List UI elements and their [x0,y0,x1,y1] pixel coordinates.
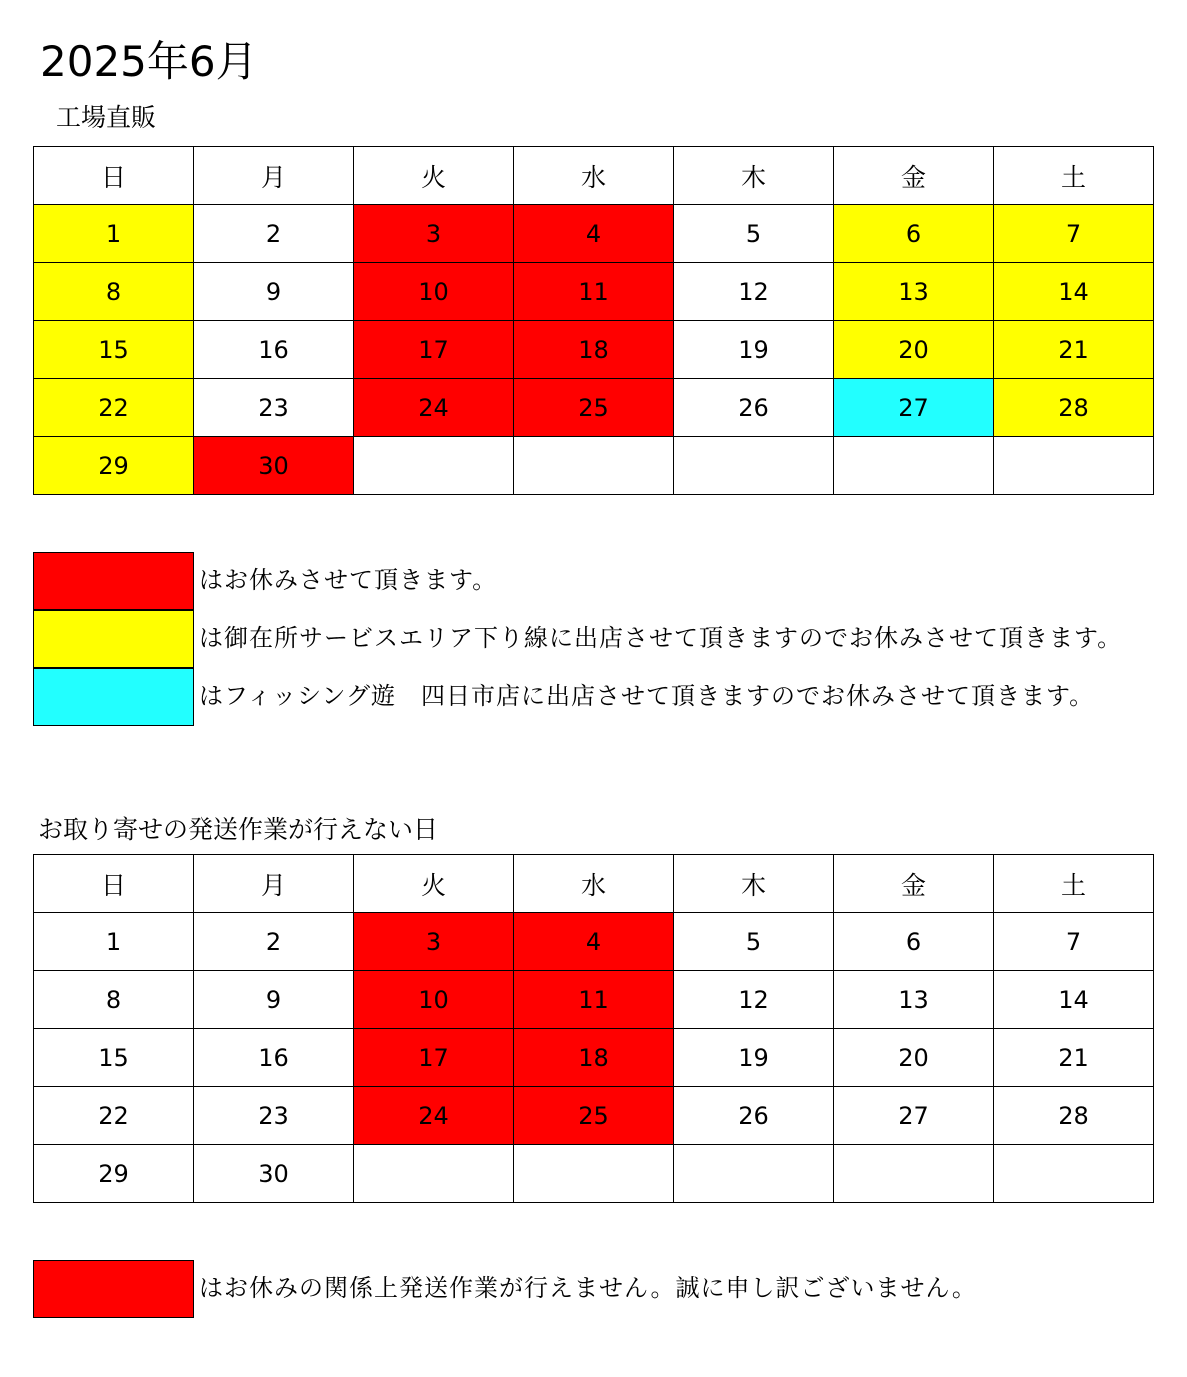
calendar-day-cell: 20 [834,1029,994,1087]
calendar-day-cell: 9 [194,971,354,1029]
calendar-day-cell: 12 [674,971,834,1029]
weekday-header: 月 [194,147,354,205]
calendar-week-row [34,263,1154,321]
calendar-day-cell: 30 [194,437,354,495]
calendar-day-cell: 3 [354,913,514,971]
calendar-week-row [34,971,1154,1029]
calendar-day-cell: 7 [994,205,1154,263]
calendar-day-cell: 26 [674,379,834,437]
calendar-day-cell: 11 [514,971,674,1029]
weekday-header: 金 [834,147,994,205]
calendar-day-cell: 28 [994,1087,1154,1145]
calendar-day-cell: 7 [994,913,1154,971]
calendar-day-cell: 1 [34,913,194,971]
calendar-day-cell [834,1145,994,1203]
calendar-day-cell [514,1145,674,1203]
calendar-day-cell: 17 [354,321,514,379]
calendar-day-cell: 29 [34,1145,194,1203]
calendar-day-cell: 10 [354,971,514,1029]
legend-color-swatch [33,552,194,610]
legend-text: はお休みさせて頂きます。 [199,566,498,594]
calendar-day-cell: 6 [834,913,994,971]
calendar-week-row [34,913,1154,971]
calendar-day-cell: 3 [354,205,514,263]
calendar-week-row [34,437,1154,495]
factory-calendar [33,146,1154,495]
calendar-day-cell: 5 [674,205,834,263]
calendar-day-cell: 28 [994,379,1154,437]
calendar-day-cell: 27 [834,379,994,437]
calendar-day-cell: 8 [34,971,194,1029]
calendar-week-row [34,1029,1154,1087]
weekday-header: 木 [674,147,834,205]
shipping-calendar [33,854,1154,1203]
calendar-day-cell: 21 [994,1029,1154,1087]
calendar-day-cell: 18 [514,1029,674,1087]
calendar-day-cell: 25 [514,1087,674,1145]
weekday-header: 水 [514,147,674,205]
calendar-day-cell: 22 [34,379,194,437]
calendar-day-cell: 17 [354,1029,514,1087]
calendar-day-cell: 14 [994,971,1154,1029]
calendar-day-cell: 26 [674,1087,834,1145]
calendar-day-cell [354,437,514,495]
calendar-day-cell: 13 [834,263,994,321]
calendar-day-cell: 4 [514,913,674,971]
calendar-day-cell: 30 [194,1145,354,1203]
calendar-day-cell: 4 [514,205,674,263]
weekday-header-row [34,147,1154,205]
shipping-heading: お取り寄せの発送作業が行えない日 [38,815,439,844]
weekday-header: 木 [674,855,834,913]
weekday-header-row [34,855,1154,913]
weekday-header: 水 [514,855,674,913]
calendar-day-cell: 27 [834,1087,994,1145]
calendar-day-cell: 18 [514,321,674,379]
calendar-week-row [34,1145,1154,1203]
calendar-day-cell: 10 [354,263,514,321]
calendar-day-cell: 19 [674,321,834,379]
calendar-day-cell: 9 [194,263,354,321]
calendar-day-cell: 12 [674,263,834,321]
calendar-day-cell: 16 [194,321,354,379]
legend-text: はお休みの関係上発送作業が行えません。誠に申し訳ございません。 [199,1274,977,1302]
weekday-header: 火 [354,147,514,205]
weekday-header: 火 [354,855,514,913]
calendar-day-cell: 23 [194,379,354,437]
calendar-day-cell [994,1145,1154,1203]
calendar-day-cell: 16 [194,1029,354,1087]
calendar-day-cell: 5 [674,913,834,971]
calendar-week-row [34,205,1154,263]
weekday-header: 土 [994,147,1154,205]
calendar-day-cell: 19 [674,1029,834,1087]
weekday-header: 日 [34,147,194,205]
calendar-week-row [34,379,1154,437]
page-title: 2025年6月 [40,37,258,86]
calendar-day-cell [834,437,994,495]
calendar-week-row [34,321,1154,379]
calendar-day-cell: 20 [834,321,994,379]
calendar-day-cell: 29 [34,437,194,495]
legend-text: はフィッシング遊 四日市店に出店させて頂きますのでお休みさせて頂きます。 [199,682,1095,710]
calendar-day-cell: 24 [354,1087,514,1145]
calendar-day-cell [994,437,1154,495]
calendar-day-cell: 15 [34,321,194,379]
legend-color-swatch [33,1260,194,1318]
legend-text: は御在所サービスエリア下り線に出店させて頂きますのでお休みさせて頂きます。 [199,624,1123,652]
calendar-week-row [34,1087,1154,1145]
calendar-day-cell [514,437,674,495]
calendar-day-cell: 25 [514,379,674,437]
weekday-header: 日 [34,855,194,913]
calendar-day-cell: 22 [34,1087,194,1145]
calendar-day-cell: 15 [34,1029,194,1087]
calendar-day-cell: 6 [834,205,994,263]
legend-color-swatch [33,610,194,668]
factory-heading: 工場直販 [56,103,157,132]
calendar-day-cell: 2 [194,205,354,263]
calendar-day-cell [674,437,834,495]
calendar-day-cell: 23 [194,1087,354,1145]
calendar-day-cell [674,1145,834,1203]
calendar-day-cell: 13 [834,971,994,1029]
legend-color-swatch [33,668,194,726]
weekday-header: 土 [994,855,1154,913]
weekday-header: 月 [194,855,354,913]
calendar-day-cell [354,1145,514,1203]
weekday-header: 金 [834,855,994,913]
calendar-day-cell: 1 [34,205,194,263]
calendar-day-cell: 11 [514,263,674,321]
calendar-day-cell: 8 [34,263,194,321]
calendar-day-cell: 2 [194,913,354,971]
calendar-day-cell: 21 [994,321,1154,379]
calendar-day-cell: 14 [994,263,1154,321]
calendar-day-cell: 24 [354,379,514,437]
